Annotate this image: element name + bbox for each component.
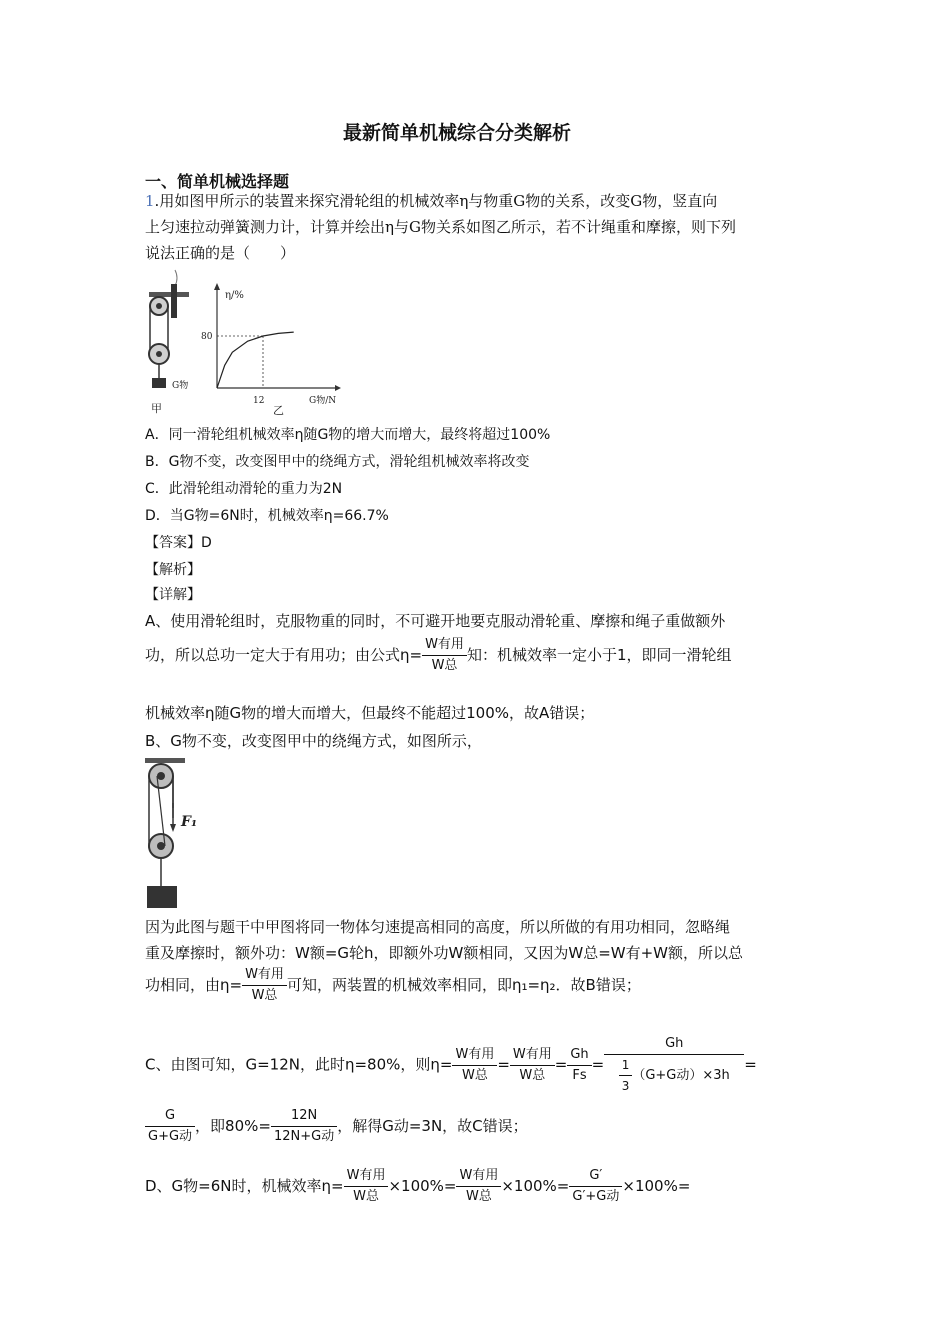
solution-c-text-pre: C、由图可知，G=12N，此时η=80%，则η= (145, 1055, 453, 1074)
fraction-d2 (456, 1168, 501, 1205)
fraction-d2-num: W有用 (456, 1168, 501, 1187)
solution-b-text-pre: 功相同，由η= (145, 976, 243, 994)
times-100-a: ×100%= (388, 1177, 457, 1195)
fraction-c4-den-wrap (604, 1055, 744, 1094)
formula-denominator: W总 (431, 658, 458, 673)
figure-apparatus-and-graph (145, 268, 350, 418)
option-c: C．此滑轮组动滑轮的重力为2N (145, 481, 343, 497)
solution-a-line-2 (145, 637, 731, 674)
fraction-c1 (452, 1047, 497, 1084)
fraction-one: 1 (619, 1057, 633, 1076)
fraction-c2-den: W总 (519, 1067, 546, 1083)
fraction-d3-den: G′+G动 (572, 1189, 620, 1204)
solution-c-text-post: ，解得G动=3N，故C错误； (337, 1117, 528, 1135)
fraction-c5 (145, 1108, 195, 1145)
question-line-3: 说法正确的是（ ） (145, 244, 296, 262)
fraction-c2-num: W有用 (510, 1047, 555, 1066)
fraction-d1-den: W总 (353, 1189, 379, 1204)
solution-c-line-1: C、由图可知，G=12N，此时η=80%，则η= $\frac{\text{W有用}}{\text{W总}}$ = $\frac{\text{W有用}}{\text{W总}}$ = $\frac{Gh}{Fs}$ = Gh $\frac{1}{3}$ （G+G动）×3h = (145, 1036, 757, 1093)
solution-a-line-3: 机械效率η随G物的增大而增大，但最终不能超过100%，故A错误； (145, 704, 595, 722)
efficiency-curve (217, 332, 294, 388)
solution-b-text-post: 可知，两装置的机械效率相同，即η₁=η₂．故B错误； (286, 976, 641, 994)
fraction-c3 (567, 1047, 591, 1084)
solution-d-line-1 (145, 1168, 690, 1205)
solution-b-line-3: 重及摩擦时，额外功：W额=G轮h，即额外功W额相同，又因为W总=W有+W额，所以总 (145, 944, 743, 962)
fraction-c1-den: W总 (461, 1067, 488, 1083)
section-heading: 一、简单机械选择题 (145, 172, 290, 191)
times-100-c: ×100%= (622, 1177, 691, 1195)
fraction-c1-num: W有用 (452, 1047, 497, 1066)
efficiency-graph (201, 283, 341, 417)
fraction-d1-num: W有用 (344, 1168, 389, 1187)
label-yi: 乙 (273, 404, 284, 417)
force-label: F₁ (181, 814, 198, 830)
fraction-d3-num: G′ (569, 1168, 622, 1187)
fraction-one-third (619, 1057, 633, 1094)
solution-b-line-4 (145, 967, 641, 1004)
fraction-c3-den: Fs (572, 1067, 587, 1083)
analysis-heading: 【解析】 (145, 562, 201, 578)
formula-numerator: W有用 (422, 637, 467, 656)
efficiency-formula (422, 637, 467, 674)
fraction-c5-den: G+G动 (148, 1129, 193, 1144)
fraction-c2 (510, 1047, 555, 1084)
formula-b-numerator: W有用 (242, 967, 287, 986)
solution-b-line-2: 因为此图与题干中甲图将同一物体匀速提高相同的高度，所以所做的有用功相同，忽略绳 (145, 918, 731, 936)
fraction-d2-den: W总 (465, 1189, 492, 1204)
option-d: D．当G物=6N时，机械效率η=66.7% (145, 508, 389, 524)
efficiency-formula-b (242, 967, 287, 1004)
option-b: B．G物不变，改变图甲中的绕绳方式，滑轮组机械效率将改变 (145, 454, 530, 470)
fraction-c6-den: 12N+G动 (273, 1129, 335, 1144)
solution-c-line-2 (145, 1108, 528, 1145)
y-tick-label: 80 (201, 332, 213, 342)
pulley-apparatus (149, 270, 189, 415)
solution-d-text-pre: D、G物=6N时，机械效率η= (145, 1177, 344, 1195)
figure-alternative-winding (143, 758, 213, 910)
fraction-c6-num: 12N (271, 1108, 337, 1127)
option-a: A．同一滑轮组机械效率η随G物的增大而增大，最终将超过100% (145, 427, 551, 443)
label-jia: 甲 (151, 402, 162, 415)
answer: 【答案】D (145, 535, 212, 551)
solution-a-text-pre: 功，所以总功一定大于有用功；由公式η= (145, 646, 423, 664)
solution-a-text-post: 知：机械效率一定小于1，即同一滑轮组 (466, 646, 732, 664)
fraction-c4-den: （G+G动）×3h (632, 1068, 730, 1083)
detail-heading: 【详解】 (145, 587, 201, 603)
fraction-c3-num: Gh (567, 1047, 591, 1066)
formula-b-denominator: W总 (251, 988, 278, 1003)
solution-c-text-mid: ，即80%= (195, 1117, 271, 1135)
x-tick-label: 12 (253, 396, 265, 406)
fraction-c4 (604, 1036, 744, 1094)
fraction-c4-num: Gh (604, 1036, 744, 1055)
fraction-d3 (569, 1168, 622, 1205)
solution-b-line-1: B、G物不变，改变图甲中的绕绳方式，如图所示， (145, 732, 482, 750)
question-number: 1 (145, 192, 155, 210)
page-title: 最新简单机械综合分类解析 (343, 122, 572, 144)
solution-a-line-1: A、使用滑轮组时，克服物重的同时，不可避开地要克服动滑轮重、摩擦和绳子重做额外 (145, 612, 726, 630)
fraction-c6 (271, 1108, 337, 1145)
question-line-2: 上匀速拉动弹簧测力计，计算并绘出η与G物关系如图乙所示，若不计绳重和摩擦，则下列 (145, 218, 736, 236)
y-axis-label: η/% (225, 290, 244, 301)
fraction-d1 (344, 1168, 389, 1205)
fraction-c5-num: G (145, 1108, 195, 1127)
question-text-1: .用如图甲所示的装置来探究滑轮组的机械效率η与物重G物的关系，改变G物，竖直向 (154, 192, 718, 210)
question-line-1 (145, 190, 717, 212)
weight-label: G物 (172, 381, 189, 391)
times-100-b: ×100%= (501, 1177, 570, 1195)
x-axis-label: G物/N (309, 396, 337, 406)
fraction-three: 3 (621, 1079, 630, 1093)
